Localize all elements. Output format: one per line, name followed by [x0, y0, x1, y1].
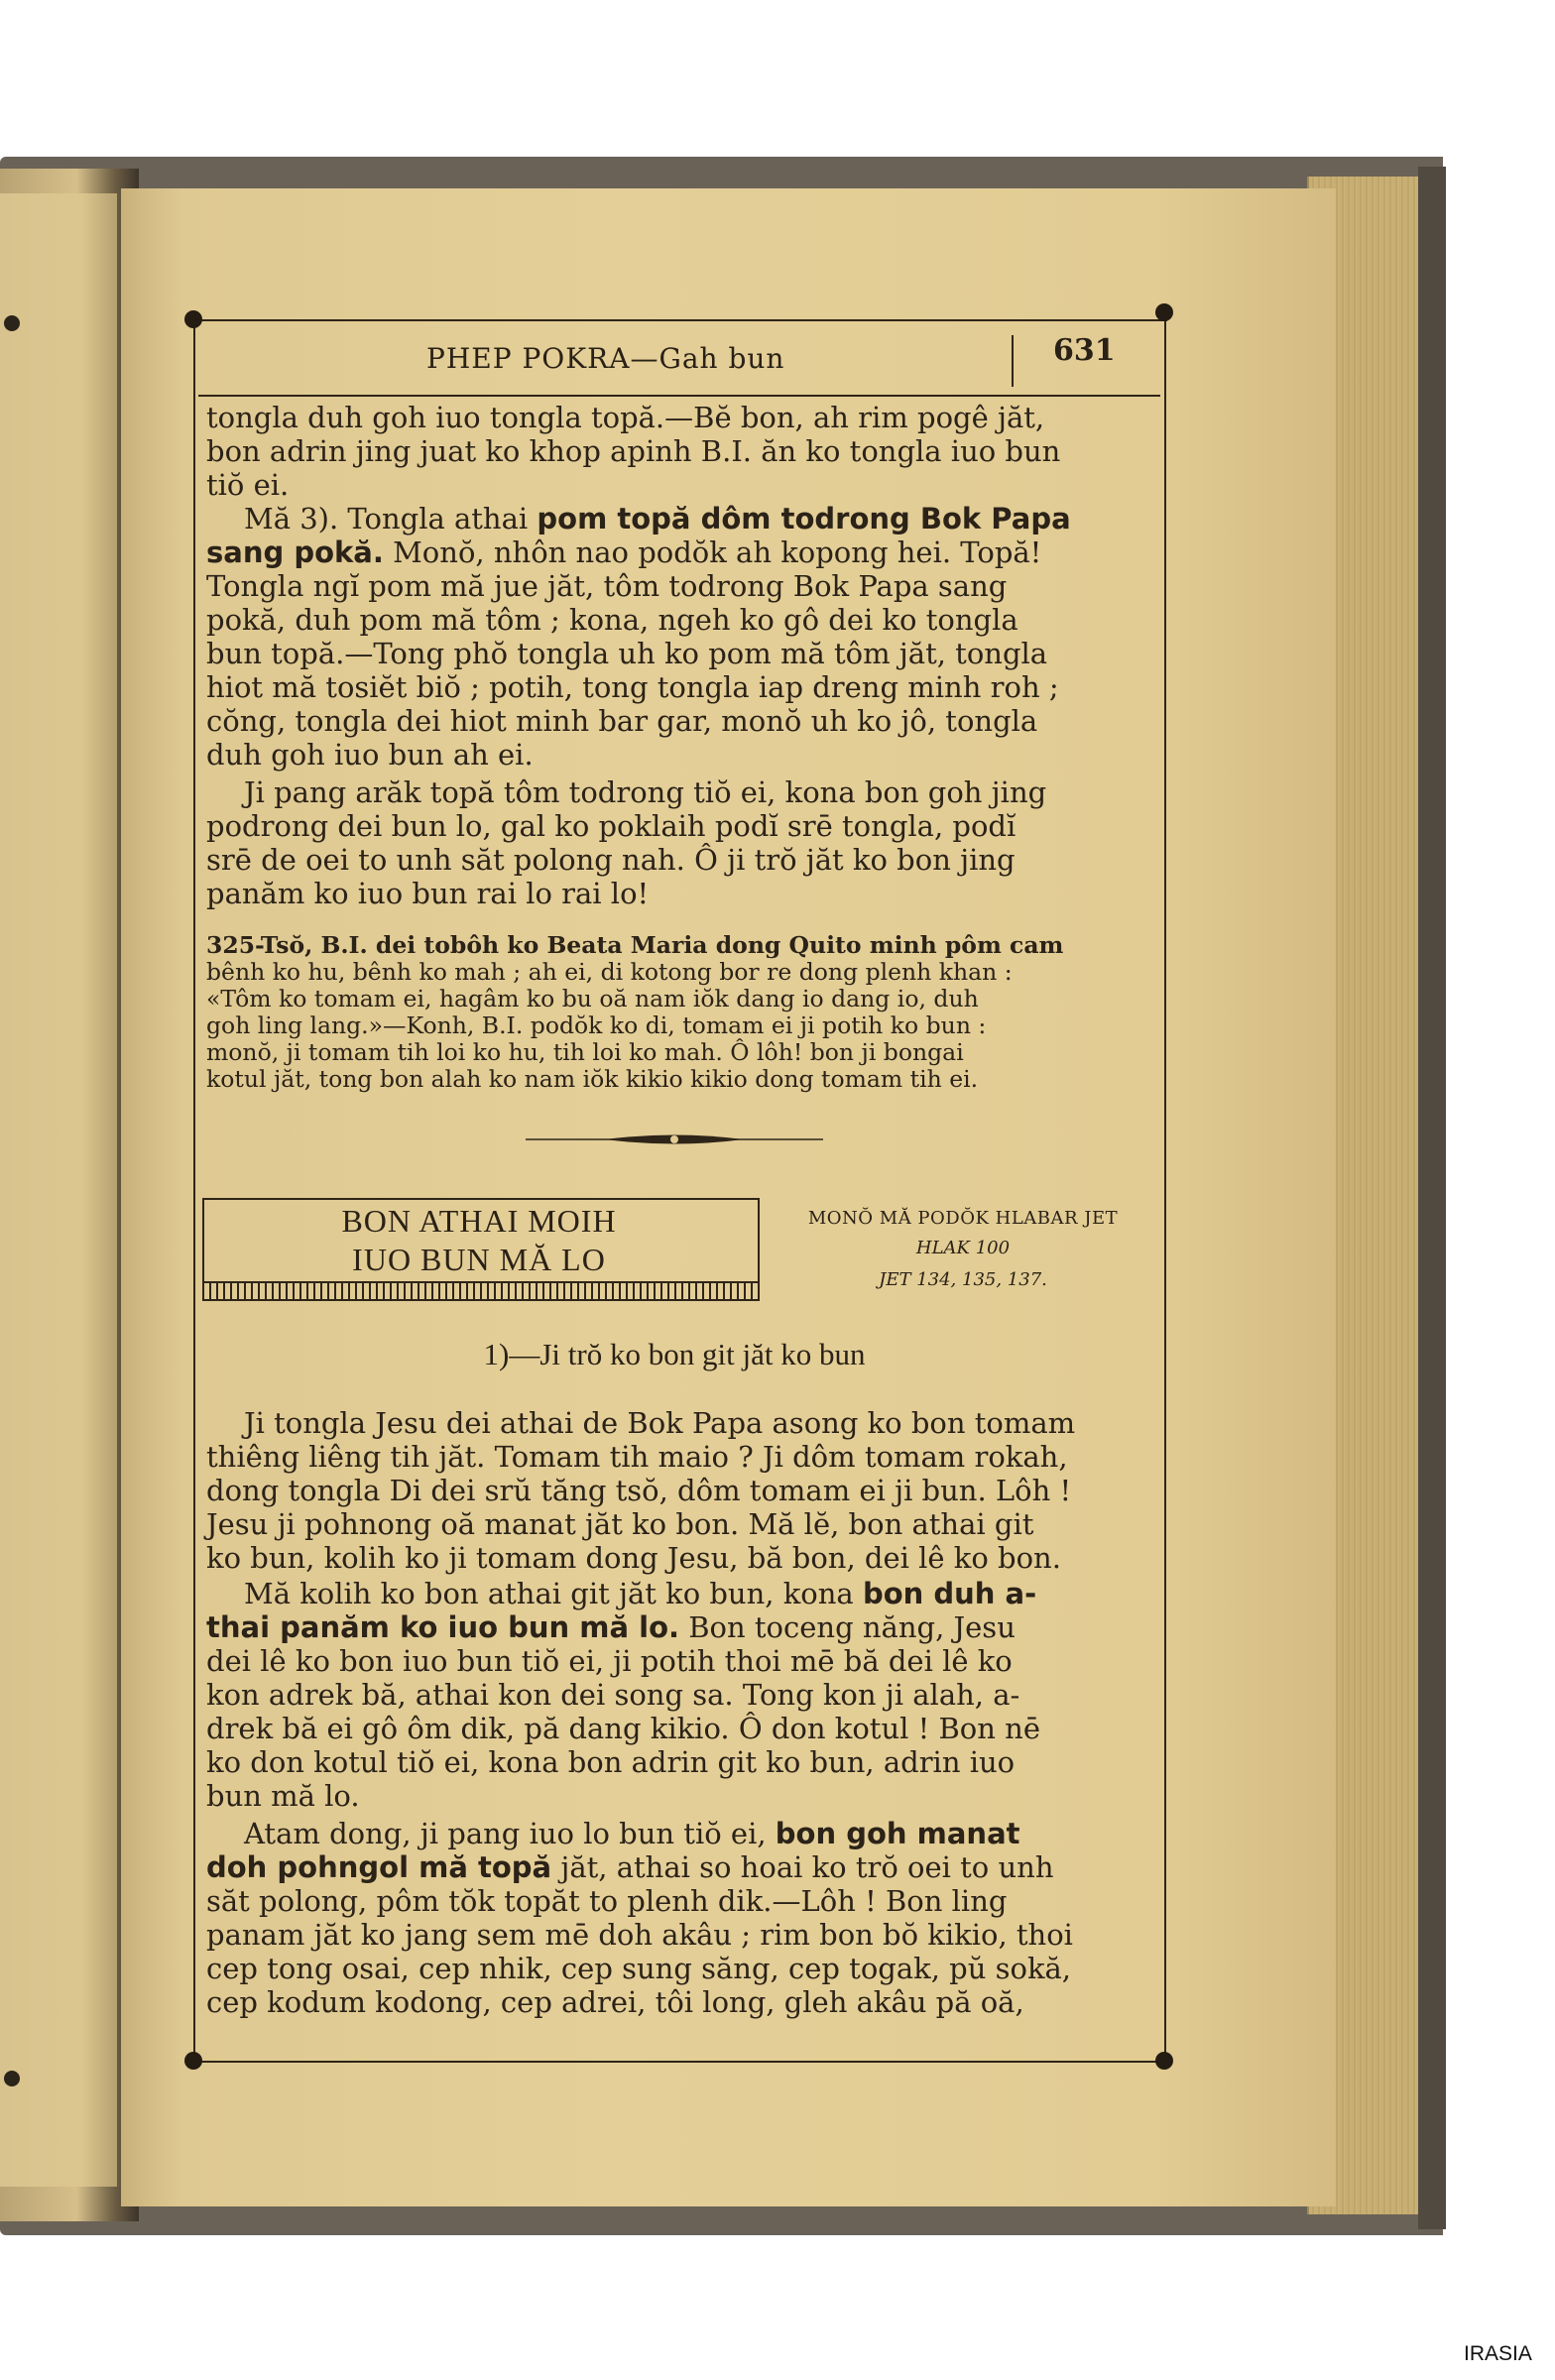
- frame-right-rule: [1164, 319, 1166, 2061]
- text-line: thiêng liêng tih jăt. Tomam tih maio ? Ji dôm tomam rokah,: [206, 1440, 1068, 1474]
- text-line: Tongla ngĭ pom mă jue jăt, tôm todrong Bok Papa sang: [206, 569, 1008, 603]
- text-line: pokă, duh pom mă tôm ; kona, ngeh ko gô dei ko tongla: [206, 603, 1018, 637]
- text-line: srē de oei to unh săt polong nah. Ô ji trŏ jăt ko bon jing: [206, 843, 1016, 877]
- paragraph-continuation: [206, 401, 1148, 502]
- text-line: cŏng, tongla dei hiot minh bar gar, monŏ uh ko jô, tongla: [206, 704, 1038, 738]
- irasia-watermark: IRASIA: [1464, 2342, 1532, 2365]
- text-line: panăm ko iuo bun rai lo rai lo!: [206, 877, 650, 910]
- section-heading-hatching: [202, 1281, 758, 1301]
- text-run: jăt, athai so hoai ko trŏ oei to unh: [551, 1850, 1054, 1884]
- text-run: Mă kolih ko bon athai git jăt ko bun, kona: [244, 1577, 863, 1610]
- text-line: bênh ko hu, bênh ko mah ; ah ei, di kotong bor re dong plenh khan :: [206, 958, 1013, 986]
- text-line: Ji pang arăk topă tôm todrong tiŏ ei, kona bon goh jing: [244, 775, 1047, 809]
- paragraph-conclusion: [206, 775, 1148, 910]
- text-run: Atam dong, ji pang iuo lo bun tiŏ ei,: [244, 1817, 776, 1850]
- text-line: bon adrin jing juat ko khop apinh B.I. ăn ko tongla iuo bun: [206, 434, 1061, 468]
- text-line: cep kodum kodong, cep adrei, tôi long, gleh akâu pă oă,: [206, 1985, 1024, 2019]
- text-line: podrong dei bun lo, gal ko poklaih podĭ srē tongla, podĭ: [206, 809, 1017, 843]
- example-325: [206, 932, 1148, 1093]
- text-line: goh ling lang.»—Konh, B.I. podŏk ko di, tomam ei ji potih ko bun :: [206, 1012, 987, 1039]
- text-line: «Tôm ko tomam ei, hagâm ko bu oă nam iŏk dang io dang io, duh: [206, 985, 979, 1012]
- reference-line-1: MONŎ MĂ PODŎK HLABAR JET: [807, 1208, 1119, 1229]
- text-run: Mă 3). Tongla athai: [244, 502, 538, 536]
- text-line: cep tong osai, cep nhik, cep sung săng, cep togak, pŭ sokă,: [206, 1952, 1072, 1985]
- frame-ornament-bottom-left: [184, 2052, 202, 2070]
- emphasis-text: thai panăm ko iuo bun mă lo.: [206, 1610, 680, 1644]
- text-line: bun topă.—Tong phŏ tongla uh ko pom mă tôm jăt, tongla: [206, 637, 1048, 670]
- header-rule: [198, 395, 1160, 397]
- emphasis-text: sang pokă.: [206, 536, 384, 569]
- page-number: 631: [1053, 333, 1116, 368]
- text-line: ko don kotul tiŏ ei, kona bon adrin git ko bun, adrin iuo: [206, 1745, 1016, 1779]
- section-title-line-2: IUO BUN MĂ LO: [352, 1242, 606, 1277]
- frame-ornament-bottom-right: [1155, 2052, 1173, 2070]
- text-line: dei lê ko bon iuo bun tiŏ ei, ji potih thoi mē bă dei lê ko: [206, 1644, 1013, 1678]
- frame-bottom-rule: [190, 2061, 1167, 2063]
- text-line: tongla duh goh iuo tongla topă.—Bĕ bon, ah rim pogê jăt,: [206, 401, 1045, 434]
- text-line: monŏ, ji tomam tih loi ko hu, tih loi ko mah. Ô lôh! bon ji bongai: [206, 1038, 964, 1066]
- text-line: [206, 502, 1148, 536]
- text-line: dong tongla Di dei srŭ tăng tsŏ, dôm tomam ei ji bun. Lôh !: [206, 1474, 1072, 1507]
- paragraph-jesu: [206, 1406, 1148, 1575]
- frame-ornament-top-left: [184, 310, 202, 328]
- text-line: [206, 1577, 1148, 1610]
- paragraph-panam: [206, 1577, 1148, 1813]
- header-separator: [1012, 335, 1014, 387]
- running-header: PHEP POKRA—Gah bun: [426, 342, 785, 375]
- reference-line-3: JET 134, 135, 137.: [879, 1269, 1047, 1290]
- subheading: 1)—Ji trŏ ko bon git jăt ko bun: [483, 1337, 866, 1371]
- text-line: Jesu ji pohnong oă manat jăt ko bon. Mă lĕ, bon athai git: [206, 1507, 1034, 1541]
- emphasis-text: doh pohngol mă topă: [206, 1850, 552, 1884]
- paragraph-atam-dong: [206, 1817, 1148, 2019]
- ornamental-divider: [526, 1132, 823, 1146]
- text-line: tiŏ ei.: [206, 468, 290, 502]
- text-line: kotul jăt, tong bon alah ko nam iŏk kikio kikio dong tomam tih ei.: [206, 1065, 979, 1093]
- section-title-line-1: BON ATHAI MOIH: [341, 1203, 617, 1239]
- frame-top-rule: [190, 319, 1167, 321]
- left-page-ornament-bottom: [4, 2071, 20, 2086]
- emphasis-text: bon goh manat: [775, 1817, 1020, 1850]
- emphasis-text: bon duh a-: [862, 1577, 1037, 1610]
- text-line: bun mă lo.: [206, 1779, 360, 1813]
- text-line: hiot mă tosiĕt biŏ ; potih, tong tongla iap dreng minh roh ;: [206, 670, 1059, 704]
- text-line: panam jăt ko jang sem mē doh akâu ; rim bon bŏ kikio, thoi: [206, 1918, 1073, 1952]
- text-line: [206, 1850, 1148, 1884]
- text-run: Monŏ, nhôn nao podŏk ah kopong hei. Topă!: [383, 536, 1042, 569]
- frame-left-rule: [193, 319, 195, 2061]
- back-cover-edge: [1418, 167, 1446, 2229]
- frame-ornament-top-right: [1155, 303, 1173, 321]
- text-line: duh goh iuo bun ah ei.: [206, 738, 534, 772]
- text-line: kon adrek bă, athai kon dei song sa. Tong kon ji alah, a-: [206, 1678, 1020, 1712]
- left-page-ornament-top: [4, 315, 20, 331]
- emphasis-text: pom topă dôm todrong Bok Papa: [537, 502, 1071, 536]
- text-line: săt polong, pôm tŏk topăt to plenh dik.—Lôh ! Bon ling: [206, 1884, 1008, 1918]
- text-run: Bon toceng năng, Jesu: [679, 1610, 1016, 1644]
- text-line: Ji tongla Jesu dei athai de Bok Papa asong ko bon tomam: [244, 1406, 1076, 1440]
- text-line: [206, 1610, 1148, 1644]
- paragraph-item-3: [206, 502, 1148, 772]
- text-line: [206, 536, 1148, 569]
- text-line: drek bă ei gô ôm dik, pă dang kikio. Ô don kotul ! Bon nē: [206, 1712, 1040, 1745]
- text-line: ko bun, kolih ko ji tomam dong Jesu, bă bon, dei lê ko bon.: [206, 1541, 1061, 1575]
- reference-line-2: HLAK 100: [915, 1238, 1011, 1258]
- left-page-edge: [0, 193, 117, 2187]
- text-line: 325-Tsŏ, B.I. dei tobôh ko Beata Maria dong Quito minh pôm cam: [206, 931, 1064, 959]
- text-line: [206, 1817, 1148, 1850]
